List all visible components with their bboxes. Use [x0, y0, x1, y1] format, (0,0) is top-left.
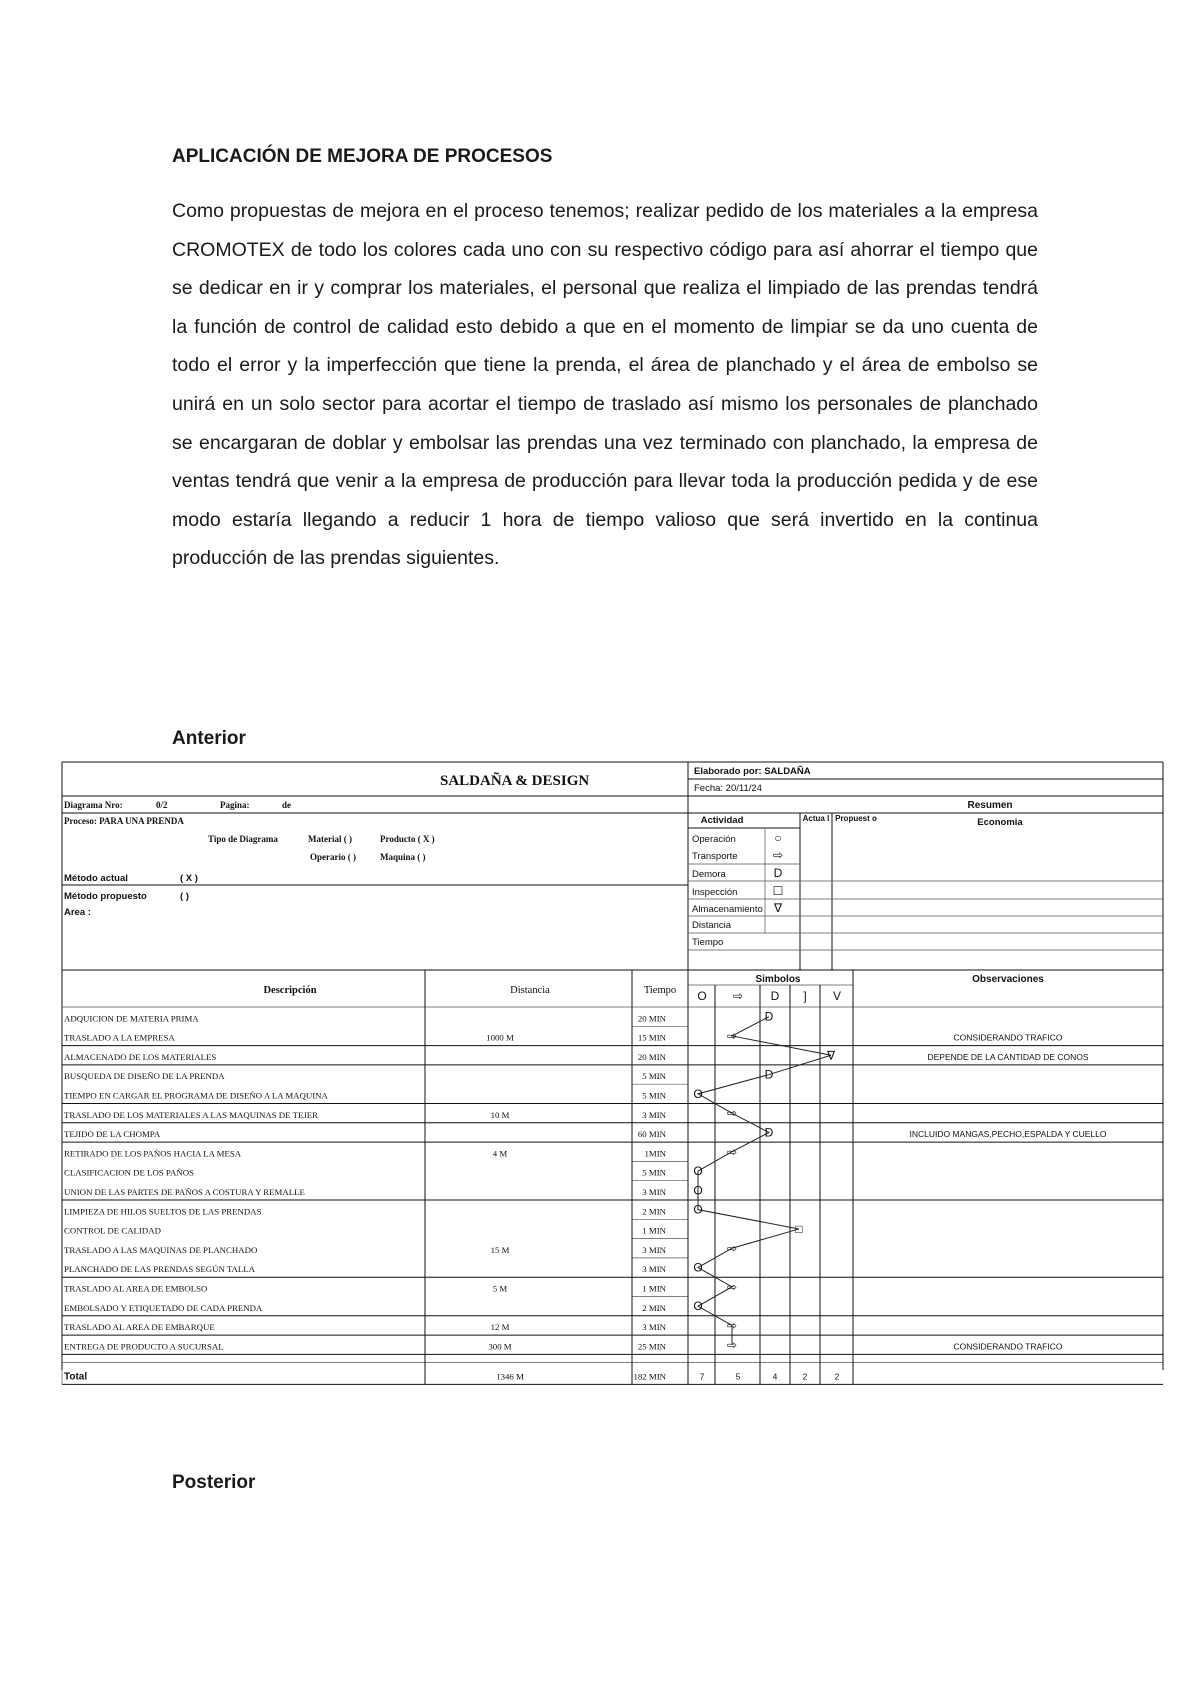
row-7-description: RETIRADO DE LOS PAÑOS HACIA LA MESA	[64, 1148, 242, 1159]
improvement-paragraph: Como propuestas de mejora en el proceso tenemos; realizar pedido de los materiales a la empresa CROMOTEX de todo los colores cada uno con su respectivo código para así ahorrar el tiempo que se dedicar en ir y comprar los materiales, el personal que realiza el limpiado de las prendas tendrá la función de control de calidad esto debido a que en el momento de limpiar se da uno cuenta de todo el error y la imperfección que tiene la prenda, el área de planchado y el área de embolso se unirá en un solo sector para acortar el tiempo de traslado así mismo los personales de planchado se encargaran de doblar y embolsar las prendas una vez terminado con planchado, la empresa de ventas tendrá que venir a la empresa de producción para llevar toda la producción pedida y de ese modo estaría llegando a reducir 1 hora de tiempo valioso que será invertido en la continua producción de las prendas siguientes.	[172, 200, 1038, 570]
summary-row-3-label: Inspección	[692, 887, 738, 898]
flow-symbol-3: D	[764, 1067, 774, 1082]
summary-row-5-label: Distancia	[692, 920, 732, 931]
symbol-head-4: V	[832, 989, 842, 1003]
diagram-grid	[62, 762, 1163, 1384]
row-16-distance: 12 M	[490, 1322, 510, 1333]
company-name: SALDAÑA & DESIGN	[440, 773, 590, 789]
row-14-time: 1 MIN	[642, 1283, 666, 1294]
total-count-3: 2	[802, 1371, 808, 1382]
row-9-description: UNION DE LAS PARTES DE PAÑOS A COSTURA Y REMALLE	[64, 1187, 305, 1197]
flow-symbol-11: □	[795, 1221, 803, 1236]
summary-row-2-symbol: D	[773, 866, 783, 880]
label-anterior: Anterior	[172, 728, 246, 749]
flow-symbol-10: O	[693, 1202, 703, 1217]
flow-symbol-12: ⇨	[726, 1241, 738, 1256]
total-distance: 1346 M	[496, 1371, 524, 1382]
flow-symbol-8: O	[693, 1164, 703, 1179]
row-4-description: TIEMPO EN CARGAR EL PROGRAMA DE DISEÑO A LA MAQUINA	[64, 1090, 328, 1101]
total-count-2: 4	[772, 1371, 778, 1382]
summary-row-6-label: Tiempo	[692, 937, 724, 948]
pagina-label: Pagina:	[220, 800, 250, 810]
proceso-label: Proceso: PARA UNA PRENDA	[64, 816, 184, 826]
flow-symbol-4: O	[693, 1086, 703, 1101]
row-5-distance: 10 M	[490, 1109, 510, 1120]
flow-symbol-5: ⇨	[726, 1106, 738, 1121]
row-11-description: CONTROL DE CALIDAD	[64, 1225, 161, 1236]
flow-symbol-2: ∇	[826, 1048, 836, 1063]
col-descripcion-header: Descripción	[263, 985, 317, 996]
summary-row-2-label: Demora	[692, 869, 726, 880]
row-15-time: 2 MIN	[642, 1302, 666, 1313]
material-option: Material ( )	[308, 834, 352, 844]
economia-label: Economia	[977, 817, 1023, 828]
row-1-time: 15 MIN	[637, 1032, 666, 1043]
row-17-observation: CONSIDERANDO TRAFICO	[953, 1341, 1063, 1352]
metodo-actual-mark: ( X )	[180, 873, 198, 884]
row-7-distance: 4 M	[492, 1148, 508, 1159]
maquina-option: Maquina ( )	[380, 852, 426, 862]
propuesto-label: Propuest o	[835, 814, 877, 823]
summary-row-1-label: Transporte	[692, 851, 738, 862]
document-heading: APLICACIÓN DE MEJORA DE PROCESOS	[172, 146, 553, 167]
area-label: Area :	[64, 907, 91, 918]
actividad-label: Actividad	[700, 815, 744, 826]
row-7-time: 1MIN	[644, 1148, 666, 1159]
summary-row-4-label: Almacenamiento	[692, 904, 763, 915]
flow-symbol-9: O	[693, 1183, 703, 1198]
flow-symbol-0: D	[764, 1009, 774, 1024]
operario-option: Operario ( )	[310, 852, 356, 862]
row-13-description: PLANCHADO DE LAS PRENDAS SEGÚN TALLA	[64, 1264, 255, 1275]
metodo-propuesto-mark: ( )	[180, 891, 189, 902]
col-observaciones-header: Observaciones	[972, 974, 1044, 985]
row-13-time: 3 MIN	[642, 1264, 666, 1275]
col-distancia-header: Distancia	[510, 985, 550, 996]
symbol-head-2: D	[770, 989, 780, 1003]
row-0-time: 20 MIN	[637, 1013, 666, 1024]
elaborado-por: Elaborado por: SALDAÑA	[694, 766, 811, 777]
row-1-distance: 1000 M	[486, 1032, 514, 1043]
row-17-time: 25 MIN	[637, 1341, 666, 1352]
row-16-time: 3 MIN	[642, 1322, 666, 1333]
label-posterior: Posterior	[172, 1472, 256, 1493]
row-10-time: 2 MIN	[642, 1206, 666, 1217]
flow-symbol-15: O	[693, 1299, 703, 1314]
row-4-time: 5 MIN	[642, 1090, 666, 1101]
total-time: 182 MIN	[633, 1371, 666, 1382]
process-diagram-svg	[60, 760, 1165, 1383]
row-10-description: LIMPIEZA DE HILOS SUELTOS DE LAS PRENDAS	[64, 1206, 262, 1217]
row-5-time: 3 MIN	[642, 1109, 666, 1120]
tipo-diagrama-label: Tipo de Diagrama	[208, 834, 278, 844]
row-11-time: 1 MIN	[642, 1225, 666, 1236]
summary-row-3-symbol: ☐	[772, 884, 784, 898]
row-0-description: ADQUICION DE MATERIA PRIMA	[64, 1013, 199, 1024]
symbol-head-0: O	[697, 989, 707, 1003]
flow-symbol-17: ⇨	[726, 1337, 738, 1352]
symbol-head-1: ⇨	[732, 989, 744, 1003]
summary-row-0-symbol: ○	[774, 831, 782, 845]
symbol-head-3: ]	[803, 989, 807, 1003]
diagrama-nro-value: 0/2	[156, 800, 168, 810]
row-6-description: TEJIDO DE LA CHOMPA	[64, 1129, 161, 1140]
row-14-distance: 5 M	[492, 1283, 508, 1294]
row-3-time: 5 MIN	[642, 1071, 666, 1082]
total-count-1: 5	[735, 1371, 741, 1382]
row-8-description: CLASIFICACION DE LOS PAÑOS	[64, 1167, 194, 1178]
row-9-time: 3 MIN	[642, 1187, 666, 1197]
row-15-description: EMBOLSADO Y ETIQUETADO DE CADA PRENDA	[64, 1302, 263, 1313]
actual-label: Actua l	[802, 814, 830, 823]
row-2-observation: DEPENDE DE LA CANTIDAD DE CONOS	[927, 1051, 1089, 1062]
process-flow-diagram	[60, 760, 1165, 1383]
total-count-0: 7	[699, 1371, 705, 1382]
row-6-observation: INCLUIDO MANGAS,PECHO,ESPALDA Y CUELLO	[909, 1129, 1107, 1140]
row-17-distance: 300 M	[488, 1341, 512, 1352]
flow-symbol-6: D	[764, 1125, 774, 1140]
flow-symbol-7: ⇨	[726, 1144, 738, 1159]
resumen-label: Resumen	[967, 800, 1013, 811]
flow-connector-line	[698, 1017, 831, 1345]
row-12-description: TRASLADO A LAS MAQUINAS DE PLANCHADO	[64, 1244, 258, 1255]
row-1-observation: CONSIDERANDO TRAFICO	[953, 1032, 1063, 1043]
fecha: Fecha: 20/11/24	[694, 783, 762, 794]
row-16-description: TRASLADO AL AREA DE EMBARQUE	[64, 1322, 215, 1333]
total-label: Total	[64, 1371, 88, 1383]
producto-option: Producto ( X )	[380, 834, 435, 844]
row-14-description: TRASLADO AL AREA DE EMBOLSO	[64, 1283, 208, 1294]
summary-row-4-symbol: ∇	[773, 901, 783, 915]
summary-row-1-symbol: ⇨	[772, 848, 784, 862]
row-3-description: BUSQUEDA DE DISEÑO DE LA PRENDA	[64, 1071, 225, 1082]
flow-symbol-14: ⇨	[726, 1279, 738, 1294]
flow-symbol-16: ⇨	[726, 1318, 738, 1333]
row-8-time: 5 MIN	[642, 1167, 666, 1178]
metodo-propuesto-label: Método propuesto	[64, 891, 147, 902]
row-6-time: 60 MIN	[637, 1129, 666, 1140]
flow-symbol-1: ⇨	[726, 1028, 738, 1043]
diagram-text	[64, 766, 1107, 1382]
col-tiempo-header: Tiempo	[643, 985, 677, 996]
flow-symbol-13: O	[693, 1260, 703, 1275]
summary-row-0-label: Operación	[692, 834, 736, 845]
row-12-distance: 15 M	[490, 1244, 510, 1255]
de-label: de	[282, 800, 291, 810]
row-2-time: 20 MIN	[637, 1051, 666, 1062]
row-12-time: 3 MIN	[642, 1244, 666, 1255]
col-simbolos-header: Simbolos	[755, 974, 801, 985]
row-17-description: ENTREGA DE PRODUCTO A SUCURSAL	[64, 1341, 224, 1352]
row-5-description: TRASLADO DE LOS MATERIALES A LAS MAQUINAS DE TEJER	[64, 1109, 318, 1120]
total-count-4: 2	[834, 1371, 840, 1382]
row-2-description: ALMACENADO DE LOS MATERIALES	[64, 1051, 217, 1062]
metodo-actual-label: Método actual	[64, 873, 128, 884]
row-1-description: TRASLADO A LA EMPRESA	[64, 1032, 175, 1043]
diagrama-nro-label: Diagrama Nro:	[64, 800, 123, 810]
